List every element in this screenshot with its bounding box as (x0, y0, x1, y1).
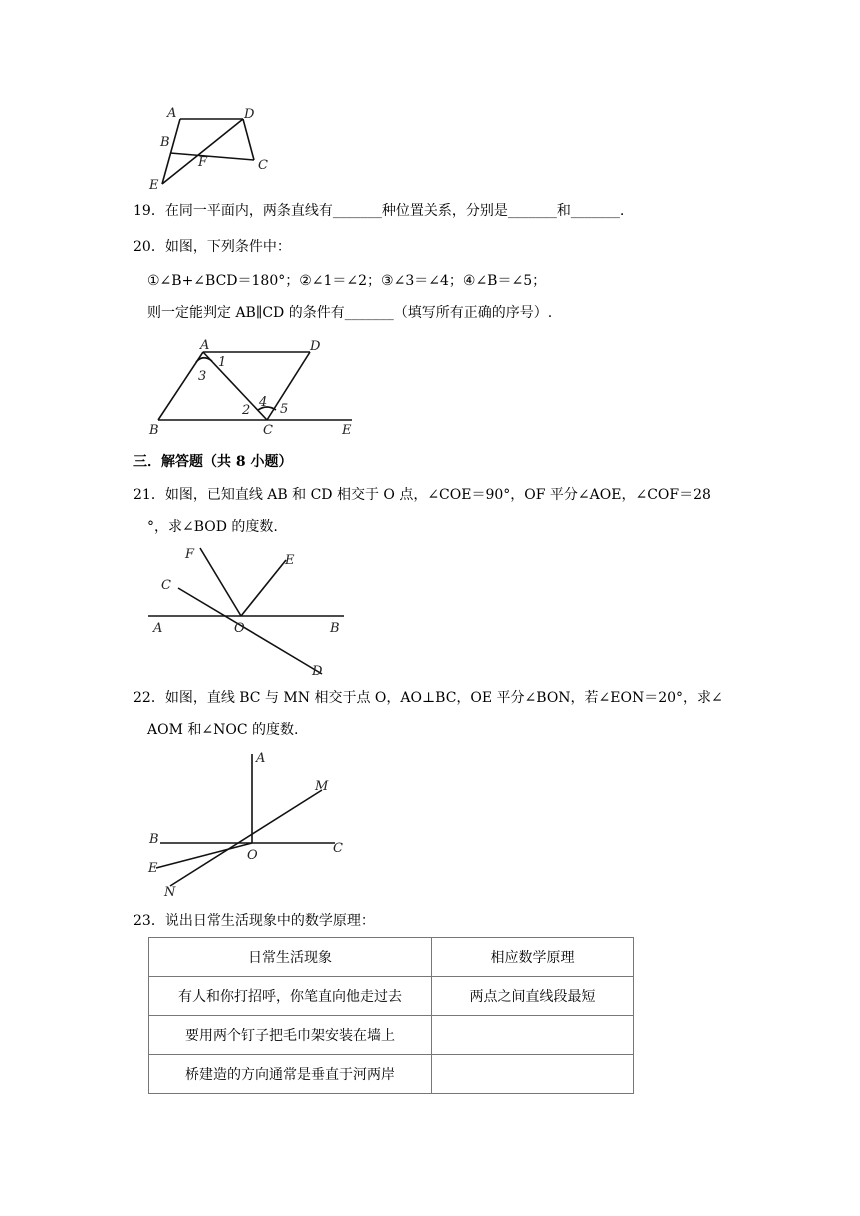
principles-table (148, 937, 634, 1094)
label-2: 2 (242, 403, 251, 418)
question-22-line2: AOM 和∠NOC 的度数. (147, 722, 299, 738)
label-E: E (285, 553, 295, 568)
table-cell (432, 1016, 634, 1055)
label-E: E (148, 861, 158, 876)
table-cell: 要用两个钉子把毛巾架安装在墙上 (149, 1016, 432, 1055)
label-D: D (312, 664, 323, 679)
question-19: 19．在同一平面内，两条直线有_______种位置关系，分别是_______和_______. (133, 203, 625, 219)
figure-q20 (140, 334, 365, 439)
question-22-line1: 22．如图，直线 BC 与 MN 相交于点 O，AO⊥BC，OE 平分∠BON，若∠EON＝20°，求∠ (133, 690, 723, 706)
figure-q22 (140, 748, 350, 903)
label-C: C (263, 423, 273, 438)
question-20-conditions: ①∠B+∠BCD＝180°；②∠1＝∠2；③∠3＝∠4；④∠B＝∠5； (147, 273, 547, 289)
label-C: C (333, 841, 343, 856)
label-3: 3 (198, 369, 207, 384)
table-header-cell: 相应数学原理 (432, 938, 634, 977)
label-A: A (153, 621, 163, 636)
label-E: E (342, 423, 352, 438)
label-A: A (167, 106, 177, 121)
label-B: B (149, 832, 159, 847)
table-cell (432, 1055, 634, 1094)
label-F: F (185, 547, 195, 562)
question-20-stem: 20．如图，下列条件中： (133, 239, 291, 255)
label-N: N (164, 885, 176, 900)
label-F: F (198, 155, 208, 170)
label-C: C (161, 578, 171, 593)
label-O: O (234, 621, 245, 636)
label-D: D (310, 339, 321, 354)
figure-q18 (140, 104, 290, 194)
label-B: B (330, 621, 340, 636)
label-C: C (258, 158, 268, 173)
label-E: E (149, 178, 159, 193)
question-20-prompt: 则一定能判定 AB∥CD 的条件有_______（填写所有正确的序号）. (147, 305, 553, 321)
question-21-line2: °，求∠BOD 的度数. (147, 519, 278, 535)
label-1: 1 (218, 355, 227, 370)
question-21-line1: 21．如图，已知直线 AB 和 CD 相交于 O 点，∠COE＝90°，OF 平分∠AOE，∠COF＝28 (133, 487, 711, 503)
table-cell: 有人和你打招呼，你笔直向他走过去 (149, 977, 432, 1016)
table-row (149, 977, 634, 1016)
table-header-row (149, 938, 634, 977)
table-row (149, 1016, 634, 1055)
question-23-stem: 23．说出日常生活现象中的数学原理： (133, 913, 375, 929)
table-cell: 桥建造的方向通常是垂直于河两岸 (149, 1055, 432, 1094)
label-M: M (315, 779, 329, 794)
label-B: B (160, 135, 170, 150)
table-row (149, 1055, 634, 1094)
label-B: B (149, 423, 159, 438)
label-5: 5 (280, 402, 289, 417)
label-4: 4 (259, 395, 268, 410)
label-A: A (256, 751, 266, 766)
label-D: D (244, 107, 255, 122)
section-3-title: 三．解答题（共 8 小题） (133, 454, 293, 470)
label-O: O (247, 848, 258, 863)
label-A: A (200, 338, 210, 353)
table-header-cell: 日常生活现象 (149, 938, 432, 977)
figure-q21 (140, 544, 350, 679)
table-cell: 两点之间直线段最短 (432, 977, 634, 1016)
